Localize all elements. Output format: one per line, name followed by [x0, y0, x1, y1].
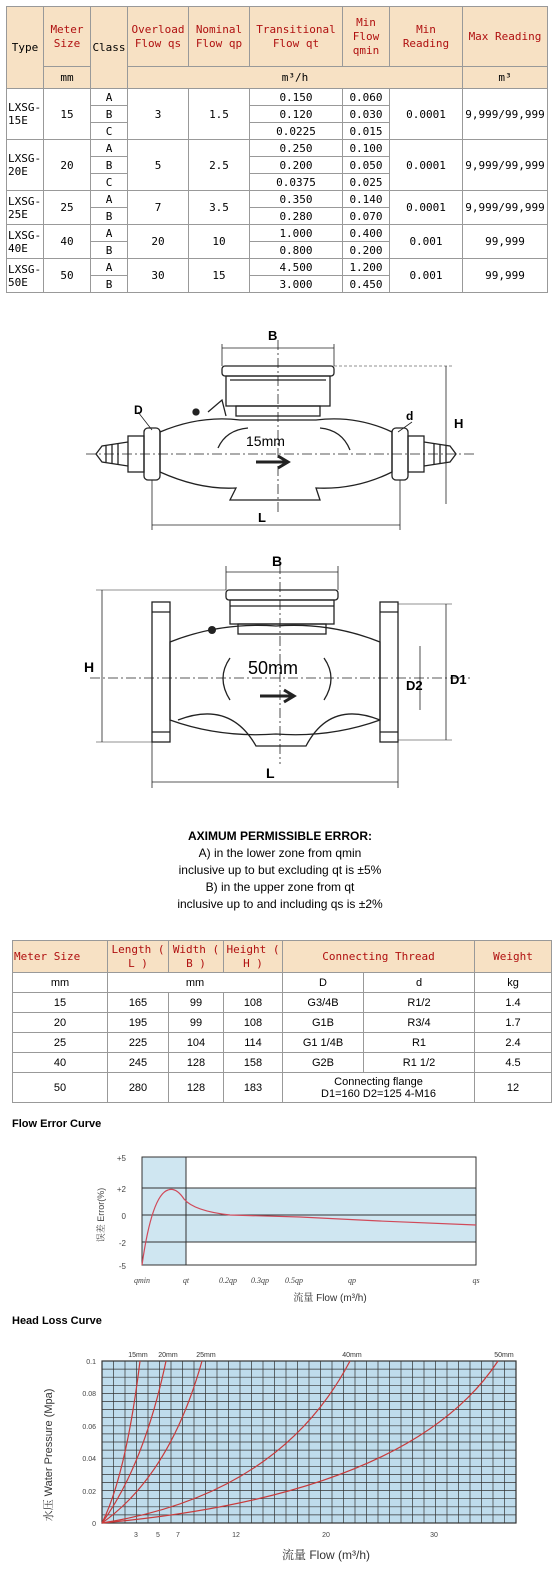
dim-cell-kg: 4.5	[475, 1053, 552, 1073]
flange-weight: 12	[475, 1073, 552, 1103]
dimension-table	[12, 940, 552, 1103]
error-note	[0, 828, 560, 913]
dim-cell-d: R1	[364, 1033, 475, 1053]
max-reading-cell: 99,999	[463, 259, 548, 293]
unit-reading: m³	[463, 67, 548, 89]
dim-unit-weight: kg	[475, 973, 552, 993]
flow-error-title: Flow Error Curve	[12, 1118, 102, 1130]
qt-cell: 0.150	[250, 89, 343, 106]
dim-unit-d: d	[364, 973, 475, 993]
dim-cell-kg: 1.7	[475, 1013, 552, 1033]
dim-cell-kg: 1.4	[475, 993, 552, 1013]
y-tick-label: 0.04	[82, 1456, 96, 1463]
dim-cell-b: 104	[169, 1033, 224, 1053]
overload-cell: 3	[128, 89, 189, 140]
qmin-cell: 0.400	[343, 225, 390, 242]
y-tick-label: 0	[92, 1521, 96, 1528]
dim-cell-h: 158	[224, 1053, 283, 1073]
dim-cell-D: G3/4B	[283, 993, 364, 1013]
error-note-line3: B) in the upper zone from qt	[205, 880, 355, 894]
x-tick-label: qt	[182, 1276, 190, 1285]
qt-cell: 0.350	[250, 191, 343, 208]
dim-cell-b: 128	[169, 1053, 224, 1073]
diag1-h-label: H	[454, 416, 464, 431]
head-loss-title: Head Loss Curve	[12, 1315, 102, 1327]
min-reading-cell: 0.001	[390, 259, 463, 293]
dim-cell-size: 40	[13, 1053, 108, 1073]
spec-table	[6, 6, 548, 293]
y-tick-label: +5	[116, 1154, 126, 1163]
diag2-d2-label: D2	[406, 678, 423, 693]
qt-cell: 3.000	[250, 276, 343, 293]
col-transitional: Transitional Flow qt	[250, 7, 343, 67]
diag2-d1-label: D1	[450, 672, 467, 687]
qmin-cell: 0.050	[343, 157, 390, 174]
x-tick-label: 30	[430, 1532, 438, 1539]
diag2-l-label: L	[266, 765, 275, 781]
dim-unit-size: mm	[13, 973, 108, 993]
type-cell: LXSG-15E	[7, 89, 44, 140]
type-cell: LXSG-25E	[7, 191, 44, 225]
overload-cell: 5	[128, 140, 189, 191]
nominal-cell: 2.5	[189, 140, 250, 191]
overload-cell: 20	[128, 225, 189, 259]
x-tick-label: 12	[232, 1532, 240, 1539]
dim-cell-D: G2B	[283, 1053, 364, 1073]
dim-unit-D: D	[283, 973, 364, 993]
dim-col-width: Width ( B )	[169, 941, 224, 973]
class-cell: A	[91, 89, 128, 106]
dim-cell-h: 108	[224, 993, 283, 1013]
diag1-d-label: d	[406, 409, 414, 423]
error-note-line1: A) in the lower zone from qmin	[198, 846, 362, 860]
curve-label: 20mm	[158, 1352, 178, 1359]
y-tick-label: -2	[118, 1239, 126, 1248]
x-tick-label: 0.3qp	[251, 1276, 269, 1285]
unit-size: mm	[44, 67, 91, 89]
qmin-cell: 0.070	[343, 208, 390, 225]
min-reading-cell: 0.0001	[390, 140, 463, 191]
nominal-cell: 3.5	[189, 191, 250, 225]
col-min-flow: Min Flow qmin	[343, 7, 390, 67]
dim-row	[13, 1053, 552, 1073]
dim-cell-size: 25	[13, 1033, 108, 1053]
dim-row	[13, 993, 552, 1013]
dim-cell-b: 99	[169, 1013, 224, 1033]
qt-cell: 4.500	[250, 259, 343, 276]
size-cell: 40	[44, 225, 91, 259]
size-cell: 20	[44, 140, 91, 191]
x-tick-label: 20	[322, 1532, 330, 1539]
col-max-reading: Max Reading	[463, 7, 548, 67]
head-loss-chart	[30, 1345, 530, 1577]
qmin-cell: 0.015	[343, 123, 390, 140]
max-reading-cell: 9,999/99,999	[463, 140, 548, 191]
flange-size: 50	[13, 1073, 108, 1103]
x-tick-label: 3	[134, 1532, 138, 1539]
qt-cell: 0.0375	[250, 174, 343, 191]
flange-height: 183	[224, 1073, 283, 1103]
head-loss-xlabel: 流量 Flow (m³/h)	[282, 1548, 370, 1562]
class-cell: A	[91, 225, 128, 242]
flow-error-ylabel: 误差 Error(%)	[96, 1187, 106, 1243]
flange-line2: D1=160 D2=125 4-M16	[321, 1087, 436, 1100]
head-loss-ylabel: 水压 Water Pressure (Mpa)	[43, 1388, 55, 1522]
y-tick-label: 0	[121, 1212, 126, 1221]
qmin-cell: 1.200	[343, 259, 390, 276]
class-cell: B	[91, 106, 128, 123]
qmin-cell: 0.100	[343, 140, 390, 157]
spec-row	[7, 191, 548, 208]
col-class: Class	[91, 7, 128, 89]
diag1-D-label: D	[134, 403, 143, 417]
class-cell: C	[91, 123, 128, 140]
dim-cell-h: 108	[224, 1013, 283, 1033]
dim-cell-l: 225	[108, 1033, 169, 1053]
x-tick-label: 7	[176, 1532, 180, 1539]
diag2-b-label: B	[272, 553, 283, 569]
min-reading-cell: 0.0001	[390, 89, 463, 140]
x-tick-label: 0.5qp	[285, 1276, 303, 1285]
dim-cell-kg: 2.4	[475, 1033, 552, 1053]
curve-label: 25mm	[196, 1352, 216, 1359]
flange-connection	[283, 1073, 475, 1103]
class-cell: B	[91, 276, 128, 293]
max-reading-cell: 99,999	[463, 225, 548, 259]
overload-cell: 30	[128, 259, 189, 293]
y-tick-label: 0.08	[82, 1391, 96, 1398]
dim-col-length: Length ( L )	[108, 941, 169, 973]
qt-cell: 0.800	[250, 242, 343, 259]
meter-diagram-50mm	[80, 550, 480, 800]
size-cell: 25	[44, 191, 91, 225]
qt-cell: 0.280	[250, 208, 343, 225]
dim-cell-l: 195	[108, 1013, 169, 1033]
flange-width: 128	[169, 1073, 224, 1103]
spec-row	[7, 259, 548, 276]
class-cell: C	[91, 174, 128, 191]
y-tick-label: 0.06	[82, 1424, 96, 1431]
col-meter-size: Meter Size	[44, 7, 91, 67]
error-note-title: AXIMUM PERMISSIBLE ERROR:	[187, 829, 372, 843]
col-nominal: Nominal Flow qp	[189, 7, 250, 67]
qt-cell: 0.0225	[250, 123, 343, 140]
max-reading-cell: 9,999/99,999	[463, 191, 548, 225]
nominal-cell: 1.5	[189, 89, 250, 140]
type-cell: LXSG-20E	[7, 140, 44, 191]
type-cell: LXSG-40E	[7, 225, 44, 259]
y-tick-label: -5	[118, 1262, 126, 1271]
dim-cell-size: 20	[13, 1013, 108, 1033]
class-cell: A	[91, 259, 128, 276]
nominal-cell: 10	[189, 225, 250, 259]
class-cell: B	[91, 157, 128, 174]
y-tick-label: +2	[116, 1185, 126, 1194]
dim-row	[13, 1033, 552, 1053]
flange-line1: Connecting flange	[334, 1075, 423, 1088]
diag1-size-label: 15mm	[246, 433, 285, 449]
spec-row	[7, 89, 548, 106]
spec-row	[7, 225, 548, 242]
spec-row	[7, 140, 548, 157]
dim-cell-D: G1B	[283, 1013, 364, 1033]
col-type: Type	[7, 7, 44, 89]
class-cell: A	[91, 140, 128, 157]
y-tick-label: 0.02	[82, 1489, 96, 1496]
dim-cell-size: 15	[13, 993, 108, 1013]
x-tick-label: qmin	[134, 1276, 150, 1285]
x-tick-label: 5	[156, 1532, 160, 1539]
qmin-cell: 0.060	[343, 89, 390, 106]
dim-col-size: Meter Size	[13, 941, 108, 973]
qmin-cell: 0.030	[343, 106, 390, 123]
unit-flow: m³/h	[128, 67, 463, 89]
dim-cell-b: 99	[169, 993, 224, 1013]
diag2-size-label: 50mm	[248, 658, 299, 678]
meter-diagram-15mm	[80, 320, 480, 540]
dim-cell-l: 165	[108, 993, 169, 1013]
curve-label: 40mm	[342, 1352, 362, 1359]
col-overload: Overload Flow qs	[128, 7, 189, 67]
y-tick-label: 0.1	[86, 1359, 96, 1366]
flow-error-chart	[80, 1145, 500, 1305]
dim-row	[13, 1013, 552, 1033]
qt-cell: 0.250	[250, 140, 343, 157]
dim-unit-dims: mm	[108, 973, 283, 993]
curve-label: 15mm	[128, 1352, 148, 1359]
size-cell: 50	[44, 259, 91, 293]
class-cell: A	[91, 191, 128, 208]
dim-col-thread: Connecting Thread	[283, 941, 475, 973]
diag2-h-label: H	[84, 659, 95, 675]
x-tick-label: qs	[472, 1276, 480, 1285]
dim-cell-d: R3/4	[364, 1013, 475, 1033]
overload-cell: 7	[128, 191, 189, 225]
dim-col-weight: Weight	[475, 941, 552, 973]
error-note-line2: inclusive up to but excluding qt is ±5%	[178, 863, 382, 877]
size-cell: 15	[44, 89, 91, 140]
diag1-b-label: B	[268, 328, 278, 343]
qmin-cell: 0.200	[343, 242, 390, 259]
error-note-line4: inclusive up to and including qs is ±2%	[177, 897, 383, 911]
qmin-cell: 0.140	[343, 191, 390, 208]
diag1-l-label: L	[258, 510, 266, 525]
type-cell: LXSG-50E	[7, 259, 44, 293]
qt-cell: 0.120	[250, 106, 343, 123]
dim-col-height: Height ( H )	[224, 941, 283, 973]
qt-cell: 0.200	[250, 157, 343, 174]
flow-error-xlabel: 流量 Flow (m³/h)	[293, 1293, 367, 1304]
class-cell: B	[91, 242, 128, 259]
x-tick-label: 0.2qp	[219, 1276, 237, 1285]
dim-cell-d: R1 1/2	[364, 1053, 475, 1073]
qt-cell: 1.000	[250, 225, 343, 242]
nominal-cell: 15	[189, 259, 250, 293]
max-reading-cell: 9,999/99,999	[463, 89, 548, 140]
dim-cell-h: 114	[224, 1033, 283, 1053]
qmin-cell: 0.025	[343, 174, 390, 191]
dim-cell-d: R1/2	[364, 993, 475, 1013]
x-tick-label: qp	[348, 1276, 356, 1285]
min-reading-cell: 0.001	[390, 225, 463, 259]
class-cell: B	[91, 208, 128, 225]
flange-length: 280	[108, 1073, 169, 1103]
qmin-cell: 0.450	[343, 276, 390, 293]
col-min-reading: Min Reading	[390, 7, 463, 67]
curve-label: 50mm	[494, 1352, 514, 1359]
dim-cell-l: 245	[108, 1053, 169, 1073]
min-reading-cell: 0.0001	[390, 191, 463, 225]
dim-cell-D: G1 1/4B	[283, 1033, 364, 1053]
